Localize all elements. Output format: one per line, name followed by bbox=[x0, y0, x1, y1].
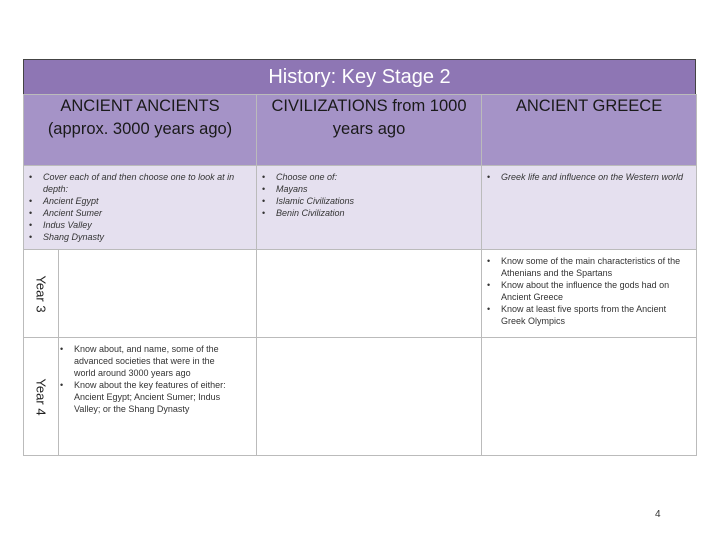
year4-label: Year 4 bbox=[33, 377, 49, 416]
list-item: • Choose one of: bbox=[261, 171, 473, 183]
list-item: • Know about the key features of either: Ancient Egypt; Ancient Sumer; Indus Valley; or the Shang Dynasty bbox=[59, 379, 230, 415]
overview-ancient-greece-list bbox=[482, 166, 696, 189]
year3-label-cell bbox=[24, 250, 59, 338]
list-item: • Know some of the main characteristics of the Athenians and the Spartans bbox=[486, 255, 688, 279]
list-item: • Benin Civilization bbox=[261, 207, 473, 219]
year3-label: Year 3 bbox=[33, 274, 49, 313]
list-item: • Greek life and influence on the Western world bbox=[486, 171, 688, 183]
list-item: • Ancient Egypt bbox=[28, 195, 248, 207]
list-item: • Islamic Civilizations bbox=[261, 195, 473, 207]
year4-ancient-greece-cell bbox=[482, 338, 697, 456]
year4-ancient-ancients-cell bbox=[59, 338, 257, 456]
year3-ancient-ancients-cell bbox=[59, 250, 257, 338]
year4-label-cell bbox=[24, 338, 59, 456]
header-row bbox=[24, 95, 697, 166]
slide-title-bar bbox=[23, 59, 696, 95]
column-heading-civilizations: CIVILIZATIONS from 1000 years ago bbox=[257, 95, 482, 166]
list-item: • Know at least five sports from the Ancient Greek Olympics bbox=[486, 303, 688, 327]
list-item: • Ancient Sumer bbox=[28, 207, 248, 219]
list-item: • Know about the influence the gods had on Ancient Greece bbox=[486, 279, 688, 303]
overview-civilizations-list bbox=[257, 166, 481, 225]
year3-ancient-greece-list bbox=[482, 250, 696, 333]
column-heading-ancient-ancients: ANCIENT ANCIENTS (approx. 3000 years ago) bbox=[24, 95, 257, 166]
overview-ancient-ancients-list bbox=[24, 166, 256, 249]
list-item: • Cover each of and then choose one to look at in depth: bbox=[28, 171, 248, 195]
page-number: 4 bbox=[655, 509, 661, 520]
curriculum-table bbox=[23, 94, 697, 456]
list-item: • Mayans bbox=[261, 183, 473, 195]
overview-row bbox=[24, 166, 697, 250]
year3-ancient-greece-cell bbox=[482, 250, 697, 338]
year4-ancient-ancients-list bbox=[59, 338, 256, 421]
year4-row bbox=[24, 338, 697, 456]
overview-ancient-ancients-cell bbox=[24, 166, 257, 250]
list-item: • Indus Valley bbox=[28, 219, 248, 231]
list-item: • Know about, and name, some of the advanced societies that were in the world around 3000 years ago bbox=[59, 343, 230, 379]
year4-civilizations-cell bbox=[257, 338, 482, 456]
year3-civilizations-cell bbox=[257, 250, 482, 338]
overview-ancient-greece-cell bbox=[482, 166, 697, 250]
column-heading-ancient-greece: ANCIENT GREECE bbox=[482, 95, 697, 166]
overview-civilizations-cell bbox=[257, 166, 482, 250]
slide-title: History: Key Stage 2 bbox=[268, 65, 451, 88]
year3-row bbox=[24, 250, 697, 338]
list-item: • Shang Dynasty bbox=[28, 231, 248, 243]
